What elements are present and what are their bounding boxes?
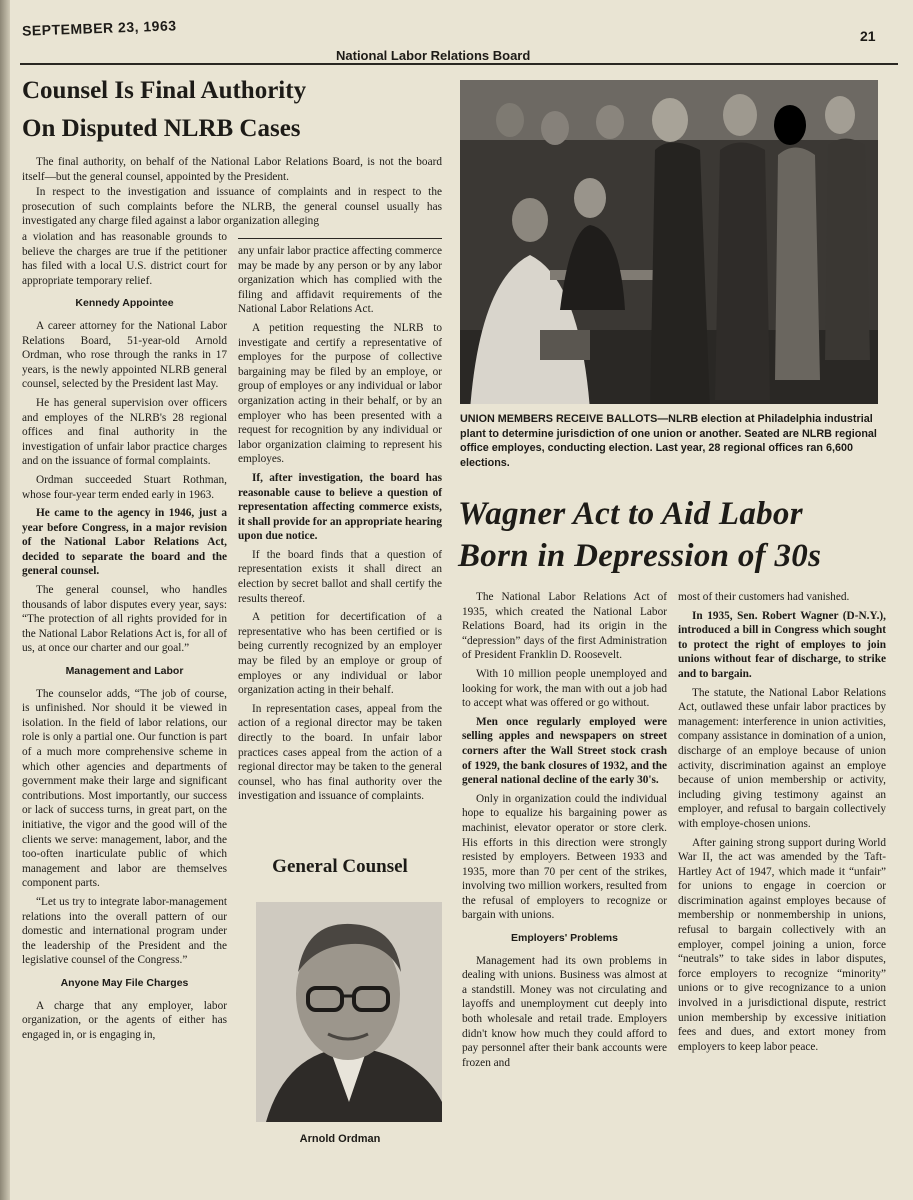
article2-title-line2: Born in Depression of 30s <box>458 538 822 574</box>
column-rule <box>238 238 442 239</box>
paragraph: Management had its own problems in dealing with unions. Business was almost at a standstill. Money was not circulating and layoffs and unemployment cut deeply into both wholesale and retail trade. Employers didn't know how much they could afford to pay personnel after their bank accounts were frozen and <box>462 954 667 1069</box>
paragraph: any unfair labor practice affecting commerce may be made by any person or by any labor organization which has complied with the filing and affidavit requirements of the National Labor Relations Act. <box>238 245 442 316</box>
general-counsel-heading: General Counsel <box>272 856 408 877</box>
ballot-photo-image <box>460 80 878 404</box>
portrait-photo <box>256 902 442 1122</box>
article2-column1 <box>462 590 667 1074</box>
article2-title <box>458 493 898 577</box>
issue-date: SEPTEMBER 23, 1963 <box>21 17 177 39</box>
subhead-anyone-may-file: Anyone May File Charges <box>60 976 189 989</box>
paragraph: He has general supervision over officers and employes of the NLRB's 28 regional offices and final authority in the investigation of unfair labor practice charges and on the issuance of formal complaints. <box>22 396 227 468</box>
paragraph-bold: If, after investigation, the board has reasonable cause to believe a question of representation affecting commerce exists, it shall provide for an appropriate hearing upon due notice. <box>238 471 442 543</box>
paragraph: Ordman succeeded Stuart Rothman, whose four-year term ended early in 1963. <box>22 473 227 501</box>
article2-title-line1: Wagner Act to Aid Labor <box>458 496 803 532</box>
article1-title <box>22 72 442 148</box>
article1-title-line1: Counsel Is Final Authority <box>22 77 307 104</box>
paragraph: The counselor adds, “The job of course, is unfinished. Nor should it be viewed in isolation. In the field of labor relations, our role is only a partial one. Our function is part of a much more comprehensive scheme in which other agencies and departments of government make their large and significant contributions. Most importantly, our success or lack of success turns, in great part, on the initiative, the vigor and the good will of the clients we serve: management, labor, and the too-often inarticulate public of which management and labor are themselves component parts. <box>22 687 227 890</box>
subhead-kennedy-appointee: Kennedy Appointee <box>75 297 174 310</box>
paragraph: A petition requesting the NLRB to investigate and certify a representative of employes for the purpose of collective bargaining may be filed by an employe, or group of employes or any individual or labor organization acting in their behalf, or by an employer who has been presented with a request for recognition by any individual or labor organization claiming to represent his employes. <box>238 321 442 466</box>
article1-intro <box>22 155 442 188</box>
article2-column2 <box>678 590 886 1058</box>
paragraph: In respect to the investigation and issuance of complaints and in respect to the prosecution of such complaints before the NLRB, the general counsel usually has investigated any charge filed against a labor organization alleging <box>22 186 442 228</box>
paragraph: The final authority, on behalf of the National Labor Relations Board, is not the board itself—but the general counsel, appointed by the President. <box>22 156 442 183</box>
portrait-image <box>256 902 442 1122</box>
paragraph: A petition for decertification of a representative who has been certified or is being currently recognized by an employer may be filed by an employe or group of employes or any individual or labor organization acting in their behalf. <box>238 611 442 697</box>
binding-shadow <box>0 0 10 1200</box>
article1-title-line2: On Disputed NLRB Cases <box>22 115 301 142</box>
portrait-caption: Arnold Ordman <box>299 1133 381 1145</box>
paragraph: If the board finds that a question of representation exists it shall direct an election by secret ballot and shall certify the results thereof. <box>238 548 442 605</box>
paragraph: most of their customers had vanished. <box>678 591 850 603</box>
paragraph-bold: He came to the agency in 1946, just a year before Congress, in a major revision of the National Labor Relations Act, decided to separate the board and the general counsel. <box>22 507 227 578</box>
paragraph: a violation and has reasonable grounds to believe the charges are true if the petitioner has filed with a local U.S. district court for appropriate temporary relief. <box>22 231 227 287</box>
article1-intro-2 <box>22 185 442 229</box>
paragraph-bold: Men once regularly employed were selling apples and newspapers on street corners after the Wall Street stock crash of 1929, the bank closures of 1932, and the general national decline of the early 30's. <box>462 715 667 787</box>
header-rule <box>20 63 898 65</box>
subhead-employers-problems: Employers' Problems <box>511 932 618 945</box>
paragraph-bold: In 1935, Sen. Robert Wagner (D-N.Y.), introduced a bill in Congress which sought to protect the right of employes to join unions without fear of discharge, to strike and to bargain. <box>678 609 886 680</box>
paragraph: “Let us try to integrate labor-management relations into the overall pattern of our domestic and international program under the leadership of the President and the legislative counsel of the Congress.” <box>22 895 227 967</box>
paragraph: Only in organization could the individual hope to equalize his bargaining power as machinist, elevator operator or store clerk. His efforts in this direction were strongly resisted by employers. Between 1933 and 1935, more than 70 per cent of the strikes, involving two million workers, resulted from the refusal of employers to recognize or bargain with unions. <box>462 792 667 922</box>
running-head: National Labor Relations Board <box>336 48 531 63</box>
ballot-photo-caption: UNION MEMBERS RECEIVE BALLOTS—NLRB election at Philadelphia industrial plant to determine jurisdiction of one union or another. Seated are NLRB regional office employes, conducting election. Last year, 28 regional offices ran 6,600 elections. <box>460 413 877 469</box>
article1-column2 <box>238 244 442 808</box>
ballot-photo <box>460 80 878 404</box>
paragraph: In representation cases, appeal from the action of a regional director may be taken directly to the board. In unfair labor practices cases appeal from the action of a regional director may be taken to the general counsel, who has final authority over the investigation and issuance of complaints. <box>238 702 442 803</box>
paragraph: The statute, the National Labor Relations Act, outlawed these unfair labor practices by management: interference in union activities, company assistance in domination of a union, discharge of an employe because of union activity, discrimination against an employe because of union membership or activity, including giving testimony against an employer, and refusal to bargain collectively with employe-chosen unions. <box>678 686 886 830</box>
paragraph: The National Labor Relations Act of 1935, which created the National Labor Relations Board, had its origin in the “depression” days of the first Administration of President Franklin D. Roosevelt. <box>462 591 667 662</box>
paragraph: A charge that any employer, labor organization, or the agents of either has engaged in, or is engaging in, <box>22 999 227 1041</box>
paragraph: With 10 million people unemployed and looking for work, the man with out a job had to accept what was offered or go without. <box>462 667 667 710</box>
paragraph: The general counsel, who handles thousands of labor disputes every year, says: “The protection of all rights provided for in the National Labor Relations Act is, for all of us, at once our charter and our goal.” <box>22 584 227 655</box>
paragraph: After gaining strong support during World War II, the act was amended by the Taft-Hartley Act of 1947, which made it “unfair” for unions to engage in coercion or discrimination against employes because of membership or nonmembership in unions, refusal to bargain collectively with an employer, compel joining a union, force “neutrals” to take sides in labor disputes, force employers to recognize “minority” unions or to give recognizance to a union involved in a jurisdictional dispute, restrict union membership by excessive initiation fees and dues, and extort money from employers to keep labor peace. <box>678 836 886 1053</box>
subhead-management-labor: Management and Labor <box>65 665 184 678</box>
article1-column1 <box>22 230 227 1046</box>
page-number: 21 <box>860 28 876 44</box>
paragraph: A career attorney for the National Labor Relations Board, 51-year-old Arnold Ordman, who rose through the ranks in 17 years, is the newly appointed NLRB general counsel, selected by the President last May. <box>22 319 227 391</box>
